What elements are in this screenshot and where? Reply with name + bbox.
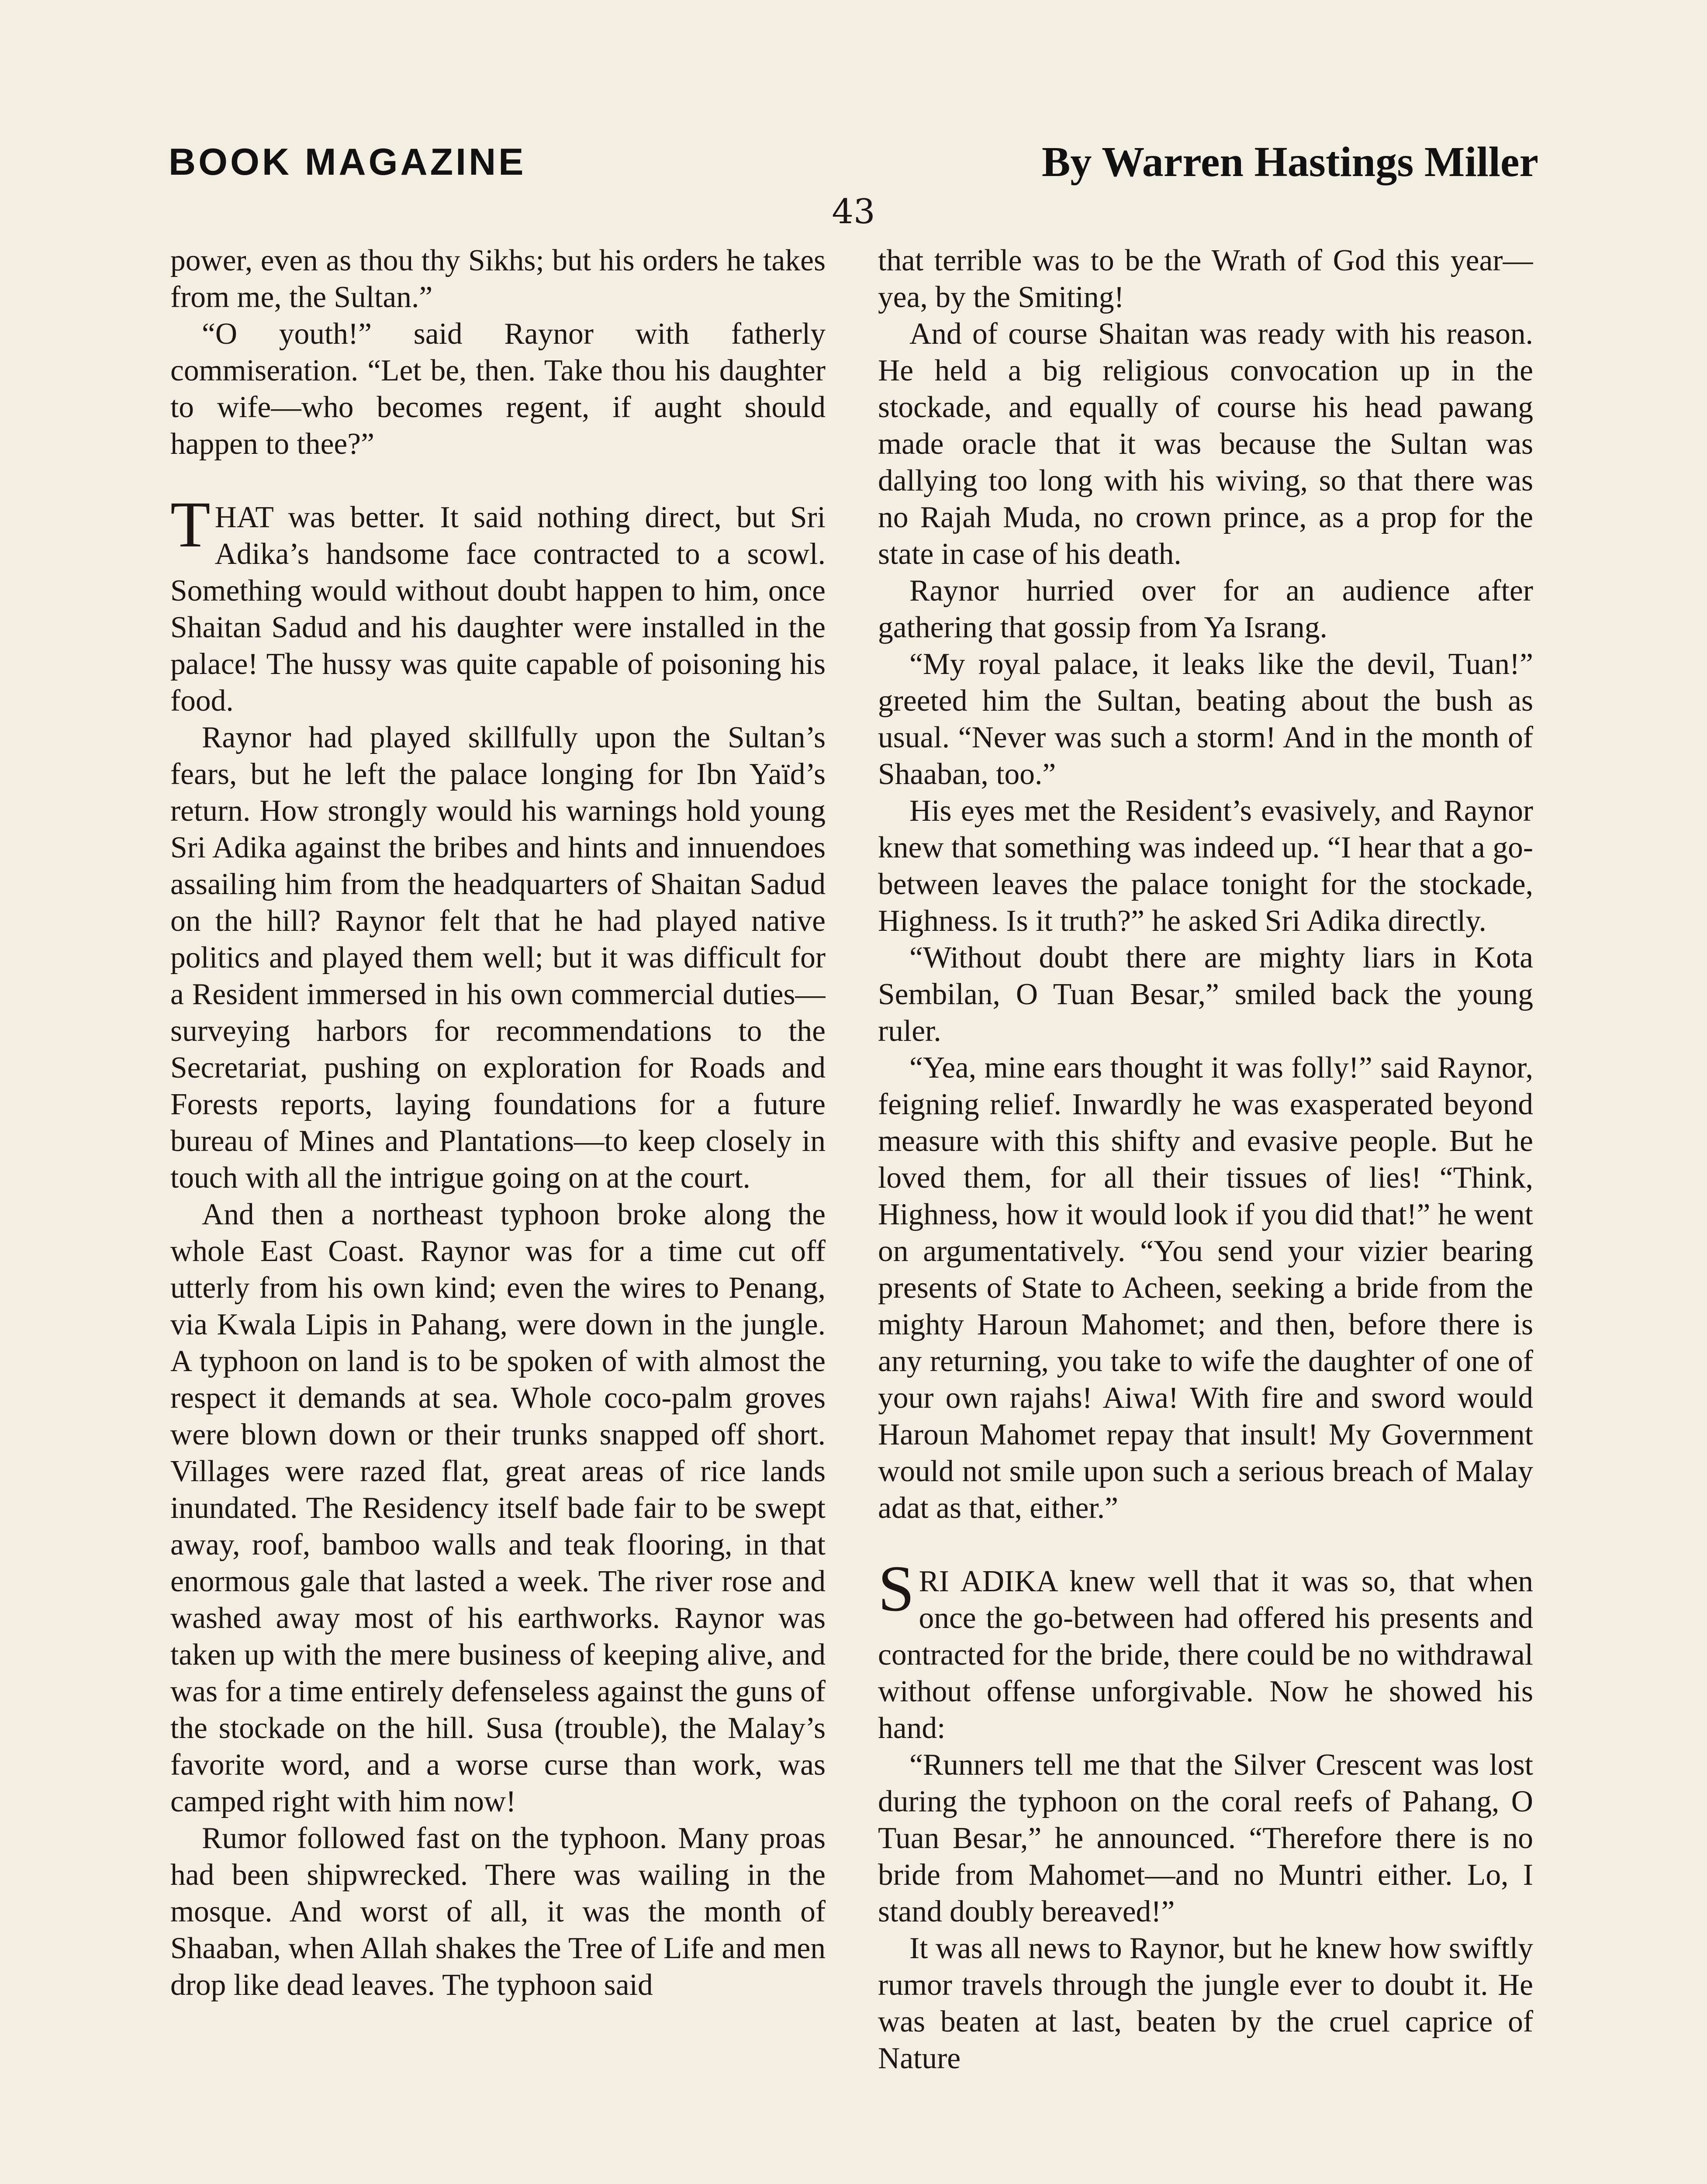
paragraph-with-dropcap [170,488,826,719]
paragraph: “Runners tell me that the Silver Crescent was lost during the typhoon on the coral reefs of Pahang, O Tuan Besar,” he announced. “Therefore there is no bride from Mahomet—and no Muntri either. Lo, I stand doubly bereaved!” [878,1748,1533,1928]
paragraph-with-dropcap [878,1552,1533,1747]
drop-cap: T [170,488,211,561]
paragraph: Raynor hurried over for an audience after gathering that gossip from Ya Israng. [878,574,1533,644]
paragraph: “Without doubt there are mighty liars in Kota Sembilan, O Tuan Besar,” smiled back the young ruler. [878,941,1533,1048]
paragraph: And then a northeast typhoon broke along the whole East Coast. Raynor was for a time cut off utterly from his own kind; even the wires to Penang, via Kwala Lipis in Pahang, were down in the jungle. A typhoon on land is to be spoken of with almost the respect it demands at sea. Whole coco-palm groves were blown down or their trunks snapped off short. Villages were razed flat, great areas of rice lands inundated. The Residency itself bade fair to be swept away, roof, bamboo walls and teak flooring, in that enormous gale that lasted a week. The river rose and washed away most of his earthworks. Raynor was taken up with the mere business of keeping alive, and was for a time entirely defenseless against the guns of the stockade on the hill. Susa (trouble), the Malay’s favorite word, and a worse curse than work, was camped right with him now! [170,1198,826,1818]
paragraph-text: RI ADIKA knew well that it was so, that when once the go-between had offered his presents and contracted for the bride, there could be no withdrawal without offense unforgivable. Now he showed his hand: [878,1565,1533,1745]
paragraph: Rumor followed fast on the typhoon. Many proas had been shipwrecked. There was wailing in the mosque. And worst of all, it was the month of Shaaban, when Allah shakes the Tree of Life and men drop like dead leaves. The typhoon said [170,1821,826,2002]
drop-cap: S [878,1552,915,1625]
publication-title: BOOK MAGAZINE [169,141,526,183]
paragraph: Raynor had played skillfully upon the Sultan’s fears, but he left the palace longing for Ibn Yaïd’s return. How strongly would his warnings hold young Sri Adika against the bribes and hints and innuendoes assailing him from the headquarters of Shaitan Sadud on the hill? Raynor felt that he had played native politics and played them well; but it was difficult for a Resident immersed in his own commercial duties—surveying harbors for recommendations to the Secretariat, pushing on exploration for Roads and Forests reports, laying foundations for a future bureau of Mines and Plantations—to keep closely in touch with all the intrigue going on at the court. [170,721,826,1195]
paragraph: “Yea, mine ears thought it was folly!” said Raynor, feigning relief. Inwardly he was exasperated beyond measure with this shifty and evasive people. But he loved them, for all their tissues of lies! “Think, Highness, how it would look if you did that!” he went on argumentatively. “You send your vizier bearing presents of State to Acheen, seeking a bride from the mighty Haroun Mahomet; and then, before there is any returning, you take to wife the daughter of one of your own rajahs! Aiwa! With fire and sword would Haroun Mahomet repay that insult! My Government would not smile upon such a serious breach of Malay adat as that, either.” [878,1051,1533,1525]
paragraph: “O youth!” said Raynor with fatherly commiseration. “Let be, then. Take thou his daughter to wife—who becomes regent, if aught should happen to thee?” [170,317,826,461]
right-column [878,242,1533,2184]
paragraph: It was all news to Raynor, but he knew how swiftly rumor travels through the jungle ever to doubt it. He was beaten at last, beaten by the cruel caprice of Nature [878,1932,1533,2075]
paragraph: His eyes met the Resident’s evasively, and Raynor knew that something was indeed up. “I hear that a go-between leaves the palace tonight for the stockade, Highness. Is it truth?” he asked Sri Adika directly. [878,794,1533,938]
page-number: 43 [832,192,875,232]
paragraph: “My royal palace, it leaks like the devil, Tuan!” greeted him the Sultan, beating about the bush as usual. “Never was such a storm! And in the month of Shaaban, too.” [878,647,1533,791]
paragraph: that terrible was to be the Wrath of God this year—yea, by the Smiting! [878,244,1533,314]
paragraph-text: HAT was better. It said nothing direct, but Sri Adika’s handsome face contracted to a scowl. Something would without doubt happen to him, once Shaitan Sadud and his daughter were installed in the palace! The hussy was quite capable of poisoning his food. [170,501,826,718]
paragraph: And of course Shaitan was ready with his reason. He held a big religious convocation up in the stockade, and equally of course his head pawang made oracle that it was because the Sultan was dallying too long with his wiving, so that there was no Rajah Muda, no crown prince, as a prop for the state in case of his death. [878,317,1533,571]
left-column [170,242,826,2184]
author-byline: By Warren Hastings Miller [1042,138,1538,186]
paragraph: power, even as thou thy Sikhs; but his orders he takes from me, the Sultan.” [170,244,826,314]
